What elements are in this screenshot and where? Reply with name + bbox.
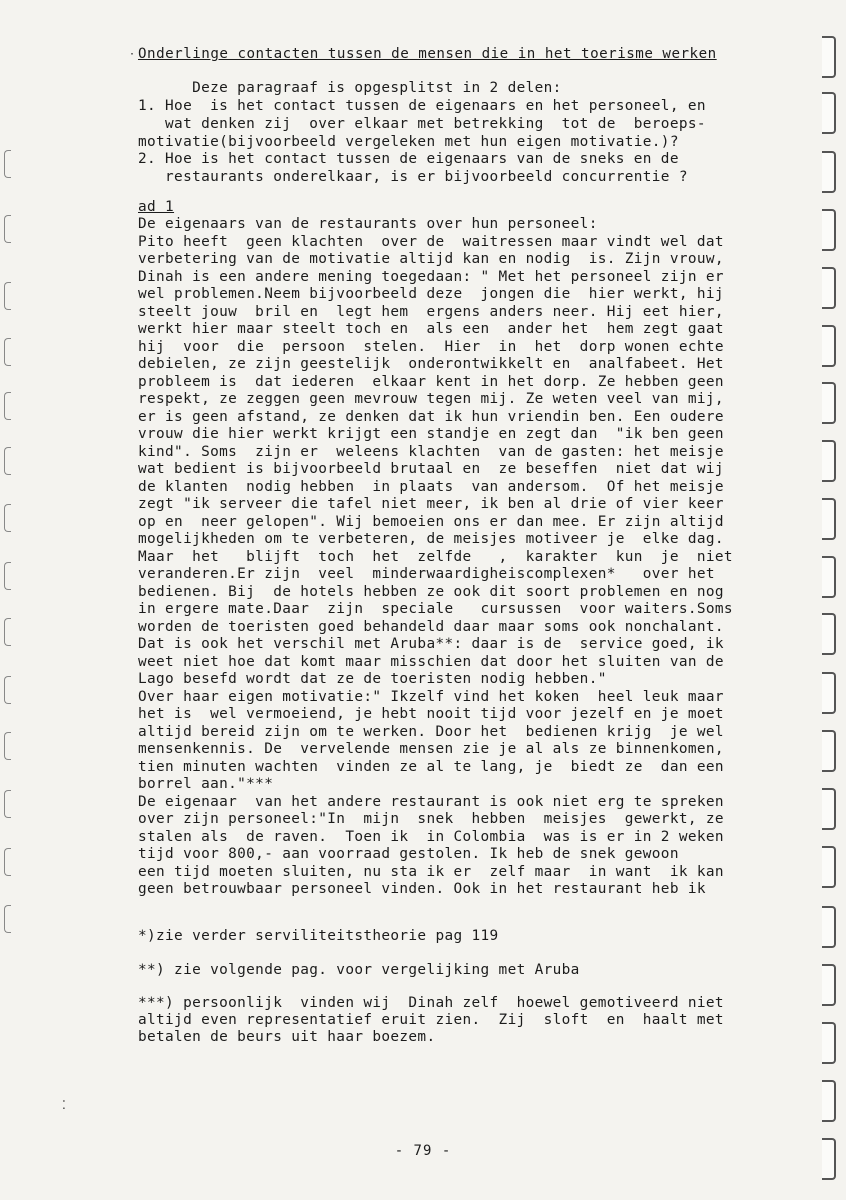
page-number: - 79 -: [394, 1143, 452, 1159]
left-binding-marks: [0, 0, 20, 1200]
paragraph-line: in ergere mate.Daar zijn speciale cursussen voor waiters.Soms: [138, 601, 733, 617]
paragraph-line: altijd bereid zijn om te werken. Door het bedienen krijg je wel: [138, 724, 724, 740]
binding-mark: [4, 618, 11, 646]
paragraph-line: wat bedient is bijvoorbeeld brutaal en ze beseffen niet dat wij: [138, 461, 724, 477]
binder-ring: [822, 440, 836, 482]
margin-dots: ⁚: [62, 1098, 66, 1112]
paragraph-line: worden de toeristen goed behandeld daar maar soms ook nonchalant.: [138, 619, 724, 635]
binder-ring: [822, 846, 836, 888]
paragraph-line: veranderen.Er zijn veel minderwaardigheiscomplexen* over het: [138, 566, 715, 582]
paragraph-line: De eigenaars van de restaurants over hun personeel:: [138, 216, 598, 232]
right-binding-rings: [816, 0, 838, 1200]
binder-ring: [822, 36, 836, 78]
intro-line: Deze paragraaf is opgesplitst in 2 delen:: [138, 80, 562, 96]
paragraph-line: zegt "ik serveer die tafel niet meer, ik ben al drie of vier keer: [138, 496, 724, 512]
binding-mark: [4, 447, 11, 475]
paragraph-line: de klanten nodig hebben in plaats van andersom. Of het meisje: [138, 479, 724, 495]
section-heading: ad 1: [138, 199, 175, 215]
paragraph-line: werkt hier maar steelt toch en als een ander het hem zegt gaat: [138, 321, 724, 337]
binder-ring: [822, 1080, 836, 1122]
binder-ring: [822, 964, 836, 1006]
paragraph-line: Lago besefd wordt dat ze de toeristen nodig hebben.": [138, 671, 607, 687]
paragraph-line: mogelijkheden om te verbeteren, de meisjes motiveer je elke dag.: [138, 531, 724, 547]
binding-mark: [4, 150, 11, 178]
paragraph-line: De eigenaar van het andere restaurant is ook niet erg te spreken: [138, 794, 724, 810]
intro-line: motivatie(bijvoorbeeld vergeleken met hun eigen motivatie.)?: [138, 134, 679, 150]
paragraph-line: kind". Soms zijn er weleens klachten van de gasten: het meisje: [138, 444, 724, 460]
binder-ring: [822, 209, 836, 251]
paragraph-line: er is geen afstand, ze denken dat ik hun vriendin ben. Een oudere: [138, 409, 724, 425]
paragraph-line: probleem is dat iederen elkaar kent in het dorp. Ze hebben geen: [138, 374, 724, 390]
paragraph-line: tien minuten wachten vinden ze al te lang, je biedt ze dan een: [138, 759, 724, 775]
footnote-2: **) zie volgende pag. voor vergelijking met Aruba: [138, 962, 580, 978]
binder-ring: [822, 730, 836, 772]
binder-ring: [822, 556, 836, 598]
paragraph-line: geen betrouwbaar personeel vinden. Ook in het restaurant heb ik: [138, 881, 706, 897]
binding-mark: [4, 282, 11, 310]
binder-ring: [822, 325, 836, 367]
paragraph-line: Dat is ook het verschil met Aruba**: daar is de service goed, ik: [138, 636, 724, 652]
title-dot: ·: [129, 49, 136, 60]
intro-line: wat denken zij over elkaar met betrekking tot de beroeps-: [138, 116, 706, 132]
binding-mark: [4, 905, 11, 933]
binder-ring: [822, 672, 836, 714]
paragraph-line: verbetering van de motivatie altijd kan en nodig is. Zijn vrouw,: [138, 251, 724, 267]
paragraph-line: hij voor die persoon stelen. Hier in het dorp wonen echte: [138, 339, 724, 355]
binder-ring: [822, 613, 836, 655]
paragraph-line: een tijd moeten sluiten, nu sta ik er zelf maar in want ik kan: [138, 864, 724, 880]
paragraph-line: debielen, ze zijn geestelijk onderontwikkelt en analfabeet. Het: [138, 356, 724, 372]
paragraph-line: tijd voor 800,- aan voorraad gestolen. Ik heb de snek gewoon: [138, 846, 679, 862]
intro-line: restaurants onderelkaar, is er bijvoorbeeld concurrentie ?: [138, 169, 688, 185]
binding-mark: [4, 504, 11, 532]
paragraph-line: respekt, ze zeggen geen mevrouw tegen mij. Ze weten veel van mij,: [138, 391, 724, 407]
paragraph-line: op en neer gelopen". Wij bemoeien ons er dan mee. Er zijn altijd: [138, 514, 724, 530]
paragraph-line: Pito heeft geen klachten over de waitressen maar vindt wel dat: [138, 234, 724, 250]
binder-ring: [822, 906, 836, 948]
paragraph-line: steelt jouw bril en legt hem ergens anders neer. Hij eet hier,: [138, 304, 724, 320]
binding-mark: [4, 338, 11, 366]
binding-mark: [4, 215, 11, 243]
binding-mark: [4, 732, 11, 760]
paragraph-line: mensenkennis. De vervelende mensen zie je al als ze binnenkomen,: [138, 741, 724, 757]
binder-ring: [822, 151, 836, 193]
paragraph-line: stalen als de raven. Toen ik in Colombia was is er in 2 weken: [138, 829, 724, 845]
paragraph-line: Maar het blijft toch het zelfde , karakter kun je niet: [138, 549, 733, 565]
footnote-1: *)zie verder serviliteitstheorie pag 119: [138, 928, 499, 944]
binding-mark: [4, 848, 11, 876]
paragraph-line: het is wel vermoeiend, je hebt nooit tijd voor jezelf en je moet: [138, 706, 724, 722]
binder-ring: [822, 267, 836, 309]
intro-line: 1. Hoe is het contact tussen de eigenaars en het personeel, en: [138, 98, 706, 114]
binder-ring: [822, 788, 836, 830]
binding-mark: [4, 676, 11, 704]
paragraph-line: borrel aan."***: [138, 776, 274, 792]
page-title: Onderlinge contacten tussen de mensen die in het toerisme werken: [138, 46, 717, 62]
footnote-3-cont: altijd even representatief eruit zien. Zij sloft en haalt met: [138, 1012, 724, 1028]
paragraph-line: bedienen. Bij de hotels hebben ze ook dit soort problemen en nog: [138, 584, 724, 600]
binder-ring: [822, 92, 836, 134]
binding-mark: [4, 790, 11, 818]
binder-ring: [822, 382, 836, 424]
intro-line: 2. Hoe is het contact tussen de eigenaars van de sneks en de: [138, 151, 679, 167]
paragraph-line: vrouw die hier werkt krijgt een standje en zegt dan "ik ben geen: [138, 426, 724, 442]
binding-mark: [4, 562, 11, 590]
paragraph-line: Over haar eigen motivatie:" Ikzelf vind het koken heel leuk maar: [138, 689, 724, 705]
binding-mark: [4, 392, 11, 420]
binder-ring: [822, 1022, 836, 1064]
paragraph-line: weet niet hoe dat komt maar misschien dat door het sluiten van de: [138, 654, 724, 670]
paragraph-line: wel problemen.Neem bijvoorbeeld deze jongen die hier werkt, hij: [138, 286, 724, 302]
paragraph-line: over zijn personeel:"In mijn snek hebben meisjes gewerkt, ze: [138, 811, 724, 827]
paragraph-line: Dinah is een andere mening toegedaan: " Met het personeel zijn er: [138, 269, 724, 285]
footnote-3: ***) persoonlijk vinden wij Dinah zelf hoewel gemotiveerd niet: [138, 995, 724, 1011]
footnote-3-cont: betalen de beurs uit haar boezem.: [138, 1029, 436, 1045]
binder-ring: [822, 498, 836, 540]
